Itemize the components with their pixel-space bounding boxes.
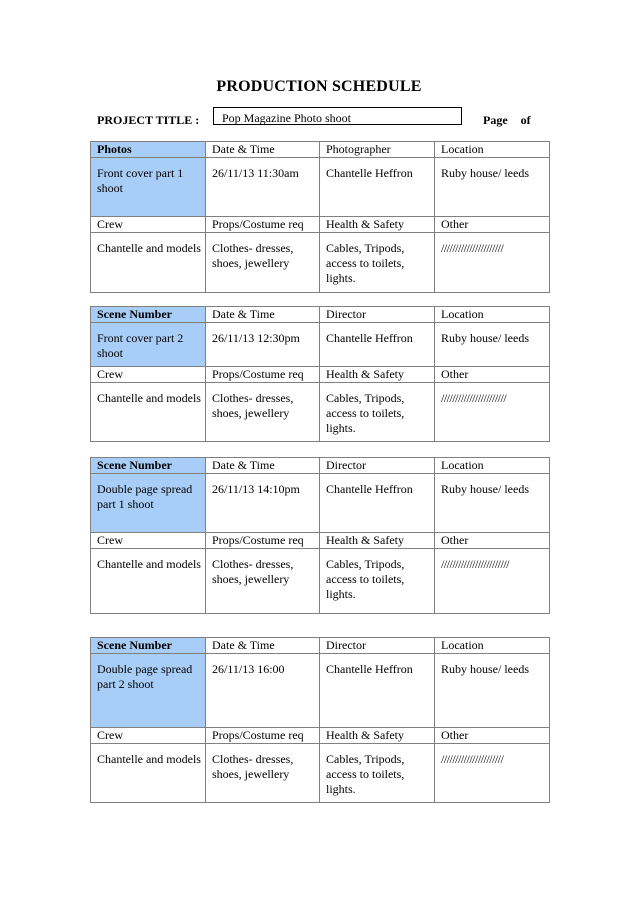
block-header-row	[91, 142, 550, 158]
page-title: PRODUCTION SCHEDULE	[216, 78, 422, 95]
crew-header-row	[91, 728, 550, 744]
other-cell: ///////////////////////	[435, 383, 550, 442]
health-header: Health & Safety	[320, 367, 435, 383]
role-header: Photographer	[320, 142, 435, 158]
crew-cell: Chantelle and models	[91, 383, 206, 442]
scene-row	[91, 158, 550, 217]
health-header: Health & Safety	[320, 728, 435, 744]
project-title-field[interactable]	[213, 107, 462, 125]
props-cell: Clothes- dresses, shoes, jewellery	[206, 549, 320, 614]
scene-row	[91, 654, 550, 728]
scene-cell: Front cover part 1 shoot	[91, 158, 206, 217]
crew-row	[91, 549, 550, 614]
other-header: Other	[435, 367, 550, 383]
scene-row	[91, 323, 550, 367]
props-header: Props/Costume req	[206, 217, 320, 233]
props-cell: Clothes- dresses, shoes, jewellery	[206, 744, 320, 803]
location-header: Location	[435, 307, 550, 323]
location-header: Location	[435, 142, 550, 158]
block-header-row	[91, 307, 550, 323]
date-time-header: Date & Time	[206, 638, 320, 654]
date-time-header: Date & Time	[206, 142, 320, 158]
person-cell: Chantelle Heffron	[320, 474, 435, 533]
schedule-block-1	[90, 141, 550, 293]
schedule-block-3	[90, 457, 550, 614]
crew-header: Crew	[91, 367, 206, 383]
health-cell: Cables, Tripods, access to toilets, lights.	[320, 233, 435, 293]
block-header-label: Scene Number	[91, 307, 206, 323]
props-header: Props/Costume req	[206, 533, 320, 549]
role-header: Director	[320, 307, 435, 323]
other-cell: //////////////////////	[435, 744, 550, 803]
block-header-label: Scene Number	[91, 458, 206, 474]
scene-row	[91, 474, 550, 533]
other-header: Other	[435, 728, 550, 744]
other-cell: ////////////////////////	[435, 549, 550, 614]
health-header: Health & Safety	[320, 533, 435, 549]
props-cell: Clothes- dresses, shoes, jewellery	[206, 383, 320, 442]
crew-header-row	[91, 367, 550, 383]
crew-header-row	[91, 533, 550, 549]
crew-row	[91, 744, 550, 803]
scene-cell: Double page spread part 1 shoot	[91, 474, 206, 533]
other-header: Other	[435, 533, 550, 549]
person-cell: Chantelle Heffron	[320, 654, 435, 728]
project-title-value: Pop Magazine Photo shoot	[222, 111, 351, 125]
location-cell: Ruby house/ leeds	[435, 654, 550, 728]
date-time-cell: 26/11/13 16:00	[206, 654, 320, 728]
health-cell: Cables, Tripods, access to toilets, lights.	[320, 549, 435, 614]
location-cell: Ruby house/ leeds	[435, 474, 550, 533]
other-cell: //////////////////////	[435, 233, 550, 293]
health-header: Health & Safety	[320, 217, 435, 233]
props-header: Props/Costume req	[206, 728, 320, 744]
location-cell: Ruby house/ leeds	[435, 323, 550, 367]
other-header: Other	[435, 217, 550, 233]
date-time-header: Date & Time	[206, 458, 320, 474]
crew-cell: Chantelle and models	[91, 233, 206, 293]
block-header-label: Photos	[91, 142, 206, 158]
project-title-label: PROJECT TITLE :	[97, 113, 200, 127]
props-header: Props/Costume req	[206, 367, 320, 383]
crew-header: Crew	[91, 728, 206, 744]
block-header-row	[91, 458, 550, 474]
date-time-cell: 26/11/13 12:30pm	[206, 323, 320, 367]
person-cell: Chantelle Heffron	[320, 158, 435, 217]
crew-header: Crew	[91, 533, 206, 549]
scene-cell: Front cover part 2 shoot	[91, 323, 206, 367]
scene-cell: Double page spread part 2 shoot	[91, 654, 206, 728]
crew-cell: Chantelle and models	[91, 549, 206, 614]
location-cell: Ruby house/ leeds	[435, 158, 550, 217]
role-header: Director	[320, 458, 435, 474]
crew-row	[91, 233, 550, 293]
health-cell: Cables, Tripods, access to toilets, lights.	[320, 383, 435, 442]
crew-row	[91, 383, 550, 442]
schedule-block-4	[90, 637, 550, 803]
role-header: Director	[320, 638, 435, 654]
health-cell: Cables, Tripods, access to toilets, lights.	[320, 744, 435, 803]
page-of-label: Page of	[483, 113, 531, 127]
crew-cell: Chantelle and models	[91, 744, 206, 803]
date-time-header: Date & Time	[206, 307, 320, 323]
location-header: Location	[435, 458, 550, 474]
date-time-cell: 26/11/13 11:30am	[206, 158, 320, 217]
person-cell: Chantelle Heffron	[320, 323, 435, 367]
schedule-block-2	[90, 306, 550, 442]
block-header-label: Scene Number	[91, 638, 206, 654]
date-time-cell: 26/11/13 14:10pm	[206, 474, 320, 533]
props-cell: Clothes- dresses, shoes, jewellery	[206, 233, 320, 293]
crew-header-row	[91, 217, 550, 233]
block-header-row	[91, 638, 550, 654]
location-header: Location	[435, 638, 550, 654]
crew-header: Crew	[91, 217, 206, 233]
